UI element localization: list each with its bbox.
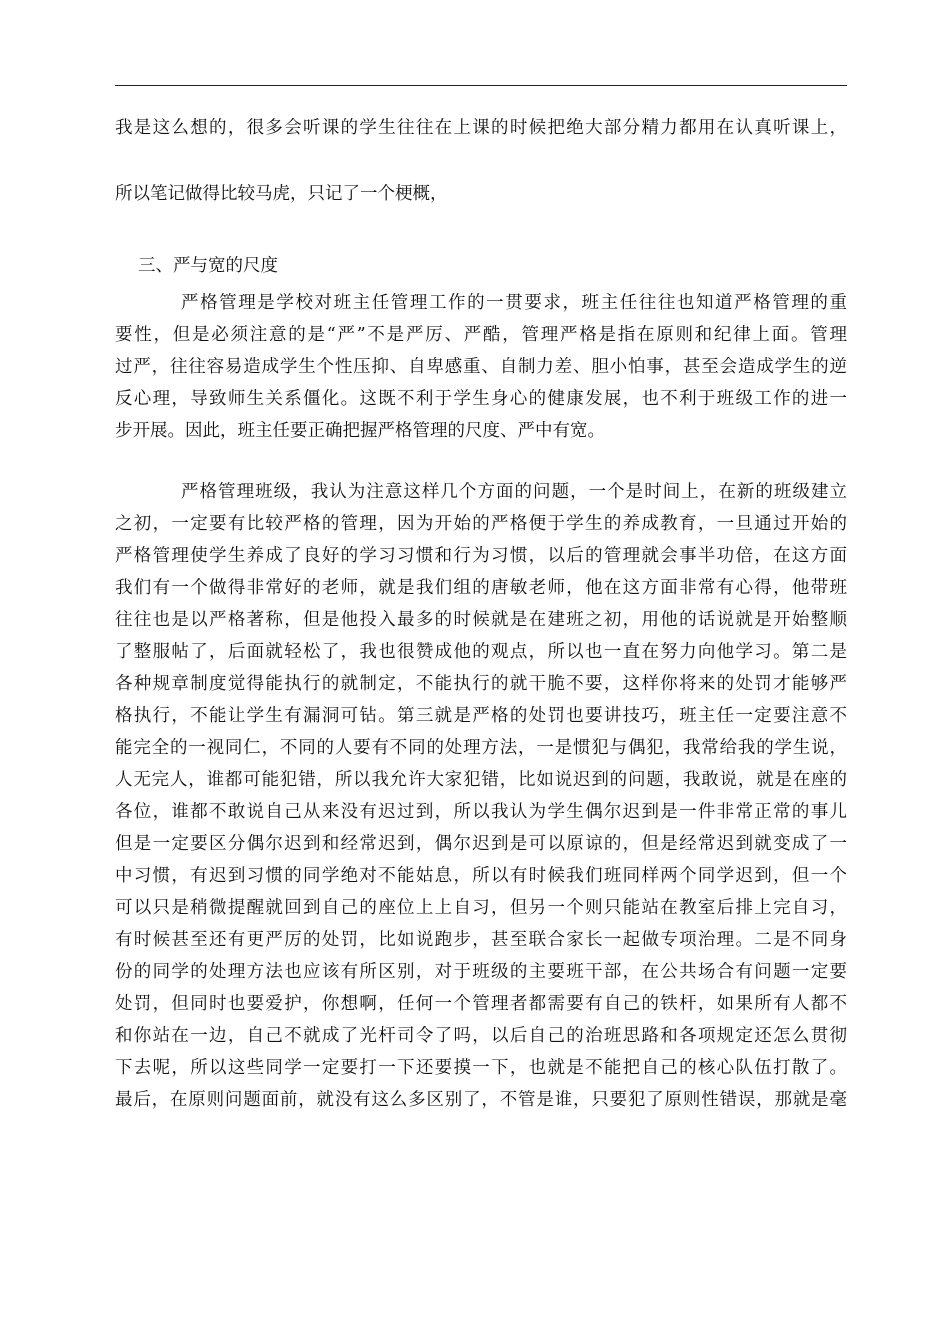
paragraph2-line-1: 严格管理班级，我认为注意这样几个方面的问题，一个是时间上，在新的班级建立 (181, 482, 847, 502)
paragraph2-line-3: 严格管理使学生养成了良好的学习习惯和行为习惯，以后的管理就会事半功倍，在这方面 (115, 546, 847, 566)
paragraph2-line-10: 人无完人，谁都可能犯错，所以我允许大家犯错，比如说迟到的问题，我敢说，就是在座的 (115, 770, 847, 790)
paragraph2-line-9: 能完全的一视同仁，不同的人要有不同的处理方法，一是惯犯与偶犯，我常给我的学生说， (115, 738, 847, 758)
paragraph2-line-4: 我们有一个做得非常好的老师，就是我们组的唐敏老师，他在这方面非常有心得，他带班 (115, 578, 847, 598)
paragraph2-line-5: 往往也是以严格著称，但是他投入最多的时候就是在建班之初，用他的话说就是开始整顺 (115, 610, 847, 630)
paragraph2-line-20: 最后，在原则问题面前，就没有这么多区别了，不管是谁，只要犯了原则性错误，那就是毫 (115, 1090, 847, 1110)
paragraph2-line-18: 和你站在一边，自己不就成了光杆司令了吗，以后自己的治班思路和各项规定还怎么贯彻 (115, 1026, 847, 1046)
paragraph2-line-19: 下去呢，所以这些同学一定要打一下还要摸一下，也就是不能把自己的核心队伍打散了。 (115, 1058, 847, 1078)
paragraph1-line-3: 过严，往往容易造成学生个性压抑、自卑感重、自制力差、胆小怕事，甚至会造成学生的逆 (115, 357, 847, 377)
header-rule (115, 85, 847, 86)
paragraph2-line-14: 可以只是稍微提醒就回到自己的座位上上自习，但另一个则只能站在教室后排上完自习， (115, 898, 847, 918)
paragraph2-line-11: 各位，谁都不敢说自己从来没有迟过到，所以我认为学生偶尔迟到是一件非常正常的事儿 (115, 802, 847, 822)
paragraph2-line-16: 份的同学的处理方法也应该有所区别，对于班级的主要班干部，在公共场合有问题一定要 (115, 962, 847, 982)
intro-line-1: 我是这么想的，很多会听课的学生往往在上课的时候把绝大部分精力都用在认真听课上， (115, 118, 847, 138)
paragraph2-line-12: 但是一定要区分偶尔迟到和经常迟到，偶尔迟到是可以原谅的，但是经常迟到就变成了一 (115, 834, 847, 854)
paragraph2-line-2: 之初，一定要有比较严格的管理，因为开始的严格便于学生的养成教育，一旦通过开始的 (115, 514, 847, 534)
intro-line-2: 所以笔记做得比较马虎，只记了一个梗概， (115, 184, 448, 204)
paragraph1-line-5: 步开展。因此，班主任要正确把握严格管理的尺度、严中有宽。 (115, 421, 605, 441)
paragraph1-line-1: 严格管理是学校对班主任管理工作的一贯要求，班主任往往也知道严格管理的重 (181, 293, 847, 313)
paragraph2-line-8: 格执行，不能让学生有漏洞可钻。第三就是严格的处罚也要讲技巧，班主任一定要注意不 (115, 706, 847, 726)
paragraph2-line-17: 处罚，但同时也要爱护，你想啊，任何一个管理者都需要有自己的铁杆，如果所有人都不 (115, 994, 847, 1014)
paragraph2-line-15: 有时候甚至还有更严厉的处罚，比如说跑步，甚至联合家长一起做专项治理。二是不同身 (115, 930, 847, 950)
paragraph2-line-7: 各种规章制度觉得能执行的就制定，不能执行的就干脆不要，这样你将来的处罚才能够严 (115, 674, 847, 694)
section-heading: 三、严与宽的尺度 (138, 256, 278, 276)
paragraph1-line-2: 要性，但是必须注意的是“严”不是严厉、严酷，管理严格是指在原则和纪律上面。管理 (115, 325, 847, 345)
paragraph2-line-6: 了整服帖了，后面就轻松了，我也很赞成他的观点，所以也一直在努力向他学习。第二是 (115, 642, 847, 662)
paragraph2-line-13: 中习惯，有迟到习惯的同学绝对不能姑息，所以有时候我们班同样两个同学迟到，但一个 (115, 866, 847, 886)
paragraph1-line-4: 反心理，导致师生关系僵化。这既不利于学生身心的健康发展，也不利于班级工作的进一 (115, 389, 847, 409)
